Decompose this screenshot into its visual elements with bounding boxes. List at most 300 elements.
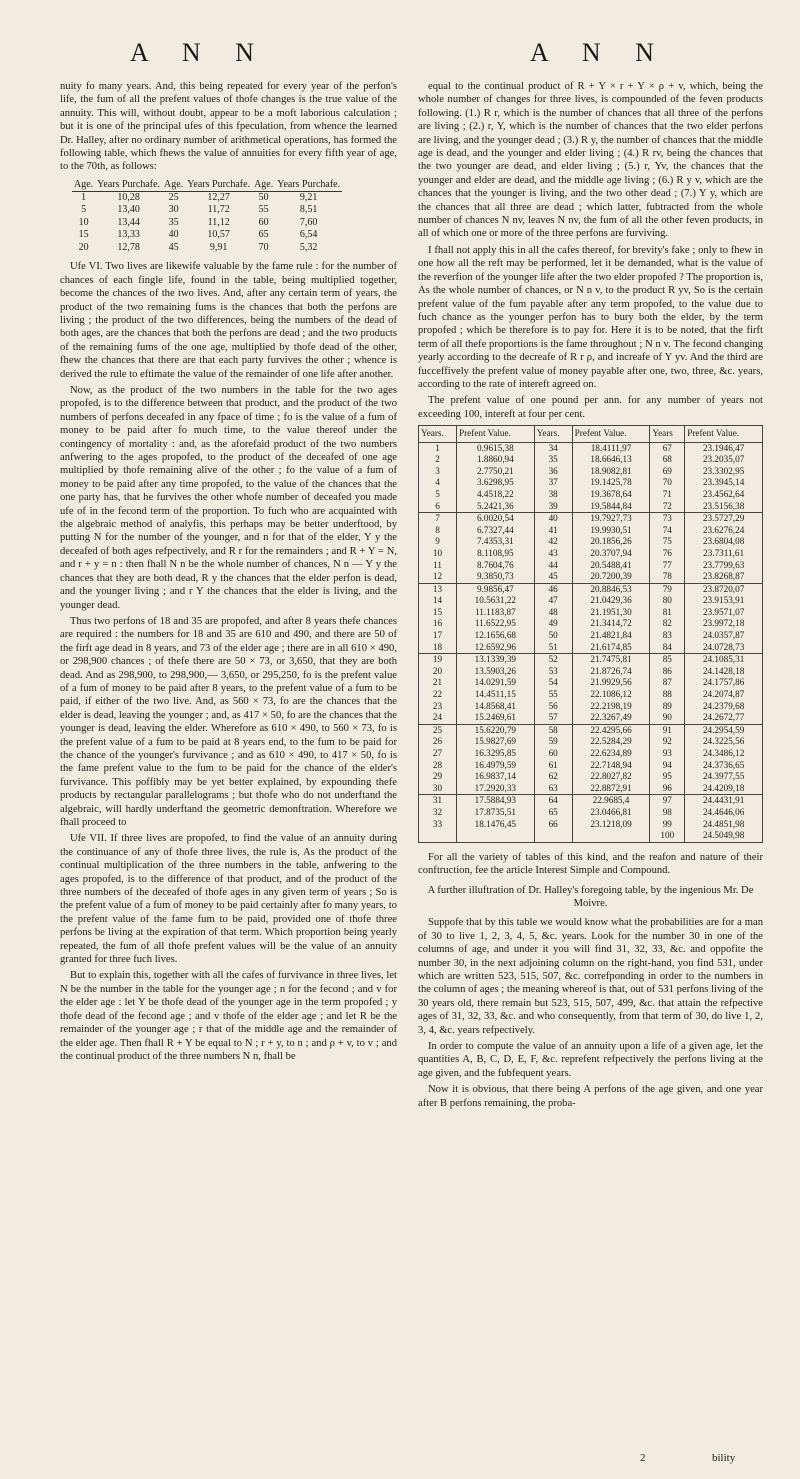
table-cell: 23.1946,47 — [685, 442, 763, 454]
table-cell: 23.1218,09 — [572, 819, 650, 831]
table-cell: 67 — [650, 442, 685, 454]
table-row — [419, 736, 763, 748]
table-cell: 1 — [81, 191, 87, 203]
table-cell: 14.8568,41 — [456, 701, 534, 713]
table-cell: 41 — [534, 525, 572, 537]
table-cell: 23.7311,61 — [685, 548, 763, 560]
table-cell: 45 — [168, 241, 179, 253]
table-row — [419, 830, 763, 842]
table-cell: 12.1656,68 — [456, 630, 534, 642]
table-cell: 54 — [534, 677, 572, 689]
left-intro: nuity fo many years. And, this being repeated for every year of the perfon's life, the fum of all the prefent values of thofe changes is the true value of the annuity. This will, without doubt, appear to be a moft laborious calculation ; but it is one of the principal ufes of this fpeculation, from whence the learned Dr. Halley, after no ordinary number of arithmetical operations, has formed the following table, which fhews the value of annuities for every fifth year of age, to the 70th, as follows: — [60, 81, 397, 173]
table-row — [419, 489, 763, 501]
table-cell: 38 — [534, 489, 572, 501]
table-cell: 73 — [650, 513, 685, 525]
table-cell: 12 — [419, 571, 457, 583]
table-cell: 23.6276,24 — [685, 525, 763, 537]
table-cell: 20 — [419, 666, 457, 678]
table-cell: 13.1339,39 — [456, 654, 534, 666]
table-cell: 23.9972,18 — [685, 618, 763, 630]
table-cell: 24.3977,55 — [685, 771, 763, 783]
table-cell: 14.0291,59 — [456, 677, 534, 689]
table-row — [419, 477, 763, 489]
table-cell: 5.2421,36 — [456, 501, 534, 513]
table-cell: 23.3945,14 — [685, 477, 763, 489]
table-cell: 74 — [650, 525, 685, 537]
table-cell — [572, 830, 650, 842]
table-cell: 1 — [419, 442, 457, 454]
table-cell: 18 — [419, 642, 457, 654]
table-cell: 2 — [419, 454, 457, 466]
table-cell: 21 — [419, 677, 457, 689]
body-paragraph: But to explain this, together with all the cafes of furvivance in three lives, let N be the number in the table for the younger age ; n for the fecond ; and v for the elder age : let Y be thofe dead of the younger age in the term propofed ; y thofe dead of the fecond age ; and v thofe of the elder age ; and let R be the remainder of the younger age ; r that of the middle age and the remainder of the elder age. Then fhall R + Y be equal to N ; r + y, to n ; and ρ + v, to v ; and the continual product of the three numbers N n, fhall be — [60, 970, 397, 1062]
table-cell: 18.9082,81 — [572, 466, 650, 478]
table-cell: 36 — [534, 466, 572, 478]
table-cell: 35 — [168, 216, 179, 228]
table-cell: 24.2074,87 — [685, 689, 763, 701]
table-row — [419, 677, 763, 689]
table-cell: 52 — [534, 654, 572, 666]
table-cell: 86 — [650, 666, 685, 678]
table-row — [419, 607, 763, 619]
table-cell: 25 — [168, 191, 179, 203]
table-header: Prefent Value. — [572, 426, 650, 442]
table-cell: 22 — [419, 689, 457, 701]
table-cell: 71 — [650, 489, 685, 501]
table-cell: 11,12 — [207, 216, 230, 228]
table-cell: 51 — [534, 642, 572, 654]
table-cell: 22.9685,4 — [572, 795, 650, 807]
table-cell: 70 — [258, 241, 269, 253]
table-cell: 48 — [534, 607, 572, 619]
table-cell: 24.1085,31 — [685, 654, 763, 666]
table-row — [419, 783, 763, 795]
table-cell: 84 — [650, 642, 685, 654]
table-cell: 24.2954,59 — [685, 724, 763, 736]
left-paragraphs — [60, 260, 397, 1063]
table-cell: 99 — [650, 819, 685, 831]
table-row — [419, 630, 763, 642]
table-header: Years Purchafe. — [277, 178, 341, 190]
table-cell: 15.6220,79 — [456, 724, 534, 736]
table-row — [419, 724, 763, 736]
table-cell: 16 — [419, 618, 457, 630]
running-head-right: A N N — [530, 38, 668, 67]
table-cell: 85 — [650, 654, 685, 666]
table-cell: 23.0466,81 — [572, 807, 650, 819]
table-header: Age. — [74, 178, 94, 190]
table-cell: 14.4511,15 — [456, 689, 534, 701]
table-cell: 17.5884,93 — [456, 795, 534, 807]
table-cell: 3.6298,95 — [456, 477, 534, 489]
table-header: Years Purchafe. — [97, 178, 161, 190]
table-cell: 24 — [419, 712, 457, 724]
table-cell: 20 — [78, 241, 89, 253]
table-cell: 16.9837,14 — [456, 771, 534, 783]
table-row — [419, 748, 763, 760]
table-cell: 3 — [419, 466, 457, 478]
table-cell: 94 — [650, 760, 685, 772]
table-cell: 70 — [650, 477, 685, 489]
table-cell: 22.5284,29 — [572, 736, 650, 748]
table-cell: 76 — [650, 548, 685, 560]
table-cell: 55 — [258, 204, 269, 216]
table-cell: 91 — [650, 724, 685, 736]
table-cell: 60 — [534, 748, 572, 760]
body-paragraph: In order to compute the value of an annuity upon a life of a given age, let the quantities A, B, C, D, E, F, &c. reprefent refpectively the perfons living at the age given, and the fubfequent years. — [418, 1041, 763, 1079]
table-cell: 24.2672,77 — [685, 712, 763, 724]
table-cell: 56 — [534, 701, 572, 713]
table-cell: 57 — [534, 712, 572, 724]
table-cell: 17.2920,33 — [456, 783, 534, 795]
table-cell: 19.7927,73 — [572, 513, 650, 525]
table-cell: 11.6522,95 — [456, 618, 534, 630]
table-cell: 9 — [419, 536, 457, 548]
table-cell: 46 — [534, 583, 572, 595]
table-header: Years. — [534, 426, 572, 442]
table-cell: 58 — [534, 724, 572, 736]
table-cell: 8 — [419, 525, 457, 537]
table-row — [72, 191, 342, 204]
table-cell: 59 — [534, 736, 572, 748]
table-cell: 23.8720,07 — [685, 583, 763, 595]
table-row — [419, 466, 763, 478]
table-row — [419, 595, 763, 607]
table-cell: 23.6804,08 — [685, 536, 763, 548]
table-row — [419, 701, 763, 713]
table-cell: 32 — [419, 807, 457, 819]
table-header: Years Purchafe. — [187, 178, 251, 190]
table-row — [419, 548, 763, 560]
table-cell: 19.1425,78 — [572, 477, 650, 489]
table-cell: 47 — [534, 595, 572, 607]
right-paragraphs — [418, 80, 763, 391]
table-cell: 78 — [650, 571, 685, 583]
table-cell: 12,27 — [207, 191, 230, 203]
table-cell: 13,40 — [117, 204, 140, 216]
table-cell: 22.8872,91 — [572, 783, 650, 795]
table-cell: 16.3295,85 — [456, 748, 534, 760]
table-cell: 18.4111,97 — [572, 442, 650, 454]
table-cell: 100 — [650, 830, 685, 842]
table-cell: 10,57 — [207, 229, 230, 241]
table-cell: 9.3850,73 — [456, 571, 534, 583]
table-cell: 9.9856,47 — [456, 583, 534, 595]
table-cell: 15 — [78, 229, 89, 241]
table-row — [72, 229, 342, 242]
table-cell: 23.4562,64 — [685, 489, 763, 501]
present-value-table — [418, 425, 763, 843]
left-column — [60, 80, 397, 1066]
table-cell: 64 — [534, 795, 572, 807]
table-header: Prefent Value. — [685, 426, 763, 442]
table-header: Age. — [164, 178, 184, 190]
table-cell: 21.3414,72 — [572, 618, 650, 630]
table-cell: 5 — [419, 489, 457, 501]
right-paragraphs-2 — [418, 916, 763, 1110]
table-cell: 2.7750,21 — [456, 466, 534, 478]
table-cell: 18.6646,13 — [572, 454, 650, 466]
table-cell: 12.6592,96 — [456, 642, 534, 654]
table-cell: 21.1951,30 — [572, 607, 650, 619]
table-cell: 8,51 — [299, 204, 318, 216]
table-cell: 83 — [650, 630, 685, 642]
table-cell: 19.5844,84 — [572, 501, 650, 513]
table-cell: 23.9153,91 — [685, 595, 763, 607]
table-cell: 95 — [650, 771, 685, 783]
table-cell: 63 — [534, 783, 572, 795]
table-row — [419, 689, 763, 701]
table-cell: 18.1476,45 — [456, 819, 534, 831]
table-row — [419, 536, 763, 548]
table-cell: 13.5903,26 — [456, 666, 534, 678]
table-cell: 15.2469,61 — [456, 712, 534, 724]
table-header: Years — [650, 426, 685, 442]
table-cell: 77 — [650, 560, 685, 572]
table-cell: 7 — [419, 513, 457, 525]
table-cell: 23 — [419, 701, 457, 713]
table-cell: 21.7475,81 — [572, 654, 650, 666]
table-cell: 81 — [650, 607, 685, 619]
table-cell: 7.4353,31 — [456, 536, 534, 548]
table-cell: 53 — [534, 666, 572, 678]
table-cell: 65 — [534, 807, 572, 819]
table-cell: 80 — [650, 595, 685, 607]
demoivre-intro: A further illuftration of Dr. Halley's foregoing table, by the ingenious Mr. De Moivre. — [427, 884, 754, 909]
running-head-left: A N N — [130, 38, 268, 67]
table-cell: 90 — [650, 712, 685, 724]
table-cell: 6 — [419, 501, 457, 513]
table-cell: 8.7604,76 — [456, 560, 534, 572]
table-cell — [534, 830, 572, 842]
table-header: Prefent Value. — [456, 426, 534, 442]
table-cell: 23.3302,95 — [685, 466, 763, 478]
table-cell: 6.0020,54 — [456, 513, 534, 525]
table-cell: 21.4821,84 — [572, 630, 650, 642]
table-cell — [456, 830, 534, 842]
table-row — [419, 819, 763, 831]
table-row — [419, 501, 763, 513]
table-cell: 24.5049,98 — [685, 830, 763, 842]
table-cell: 34 — [534, 442, 572, 454]
table-row — [419, 807, 763, 819]
table-cell: 93 — [650, 748, 685, 760]
table-cell: 87 — [650, 677, 685, 689]
signature-mark: 2 — [640, 1452, 646, 1464]
table-cell: 4.4518,22 — [456, 489, 534, 501]
table-cell: 24.0357,87 — [685, 630, 763, 642]
table-cell: 30 — [168, 204, 179, 216]
table-cell: 10.5631,22 — [456, 595, 534, 607]
table-cell: 97 — [650, 795, 685, 807]
table-cell: 20.5488,41 — [572, 560, 650, 572]
table-cell: 24.4209,18 — [685, 783, 763, 795]
table-cell: 24.3486,12 — [685, 748, 763, 760]
table-cell: 20.3707,94 — [572, 548, 650, 560]
table-cell: 13 — [419, 583, 457, 595]
table-header: Years. — [419, 426, 457, 442]
table-cell: 10 — [78, 216, 89, 228]
table-caption: The prefent value of one pound per ann. for any number of years not exceeding 100, intereft at four per cent. — [418, 395, 763, 420]
body-paragraph: Ufe VII. If three lives are propofed, to find the value of an annuity during the continuance of any of thofe three lives, the rule is, As the product of the continual multiplication of the three numbers in the table, anfwering to the ages propofed, is to the difference of that product, and of the product of the three numbers of the deceafed of thofe ages in any given term of years ; So is the prefent value of a fum of money to be paid certainly after fo many years, to the prefent value of the fame fum to be paid, provided one of thofe three perfons be living at the expiration of that term. Which proportion being yearly repeated, the fum of all thofe prefent values will be the value of an annuity granted for three fuch lives. — [60, 833, 397, 966]
table-cell: 23.5727,29 — [685, 513, 763, 525]
table-cell: 68 — [650, 454, 685, 466]
table-cell: 19 — [419, 654, 457, 666]
table-cell: 1.8860,94 — [456, 454, 534, 466]
halley-table — [72, 178, 342, 255]
table-cell: 40 — [168, 229, 179, 241]
table-cell: 24.2379,68 — [685, 701, 763, 713]
table-cell: 82 — [650, 618, 685, 630]
table-cell: 29 — [419, 771, 457, 783]
table-cell: 17.8735,51 — [456, 807, 534, 819]
table-cell: 24.4851,98 — [685, 819, 763, 831]
table-row — [419, 454, 763, 466]
table-row — [419, 560, 763, 572]
table-cell: 24.3736,65 — [685, 760, 763, 772]
table-row — [72, 204, 342, 217]
table-cell: 11 — [419, 560, 457, 572]
table-cell: 6.7327,44 — [456, 525, 534, 537]
table-cell: 24.4646,06 — [685, 807, 763, 819]
catchword: bility — [712, 1452, 736, 1464]
table-cell: 11.1183,87 — [456, 607, 534, 619]
table-cell: 21.8726,74 — [572, 666, 650, 678]
table-cell: 23.5156,38 — [685, 501, 763, 513]
table-cell: 19.3678,64 — [572, 489, 650, 501]
table-cell: 17 — [419, 630, 457, 642]
table-cell: 35 — [534, 454, 572, 466]
table-cell — [419, 830, 457, 842]
table-cell: 24.1757,86 — [685, 677, 763, 689]
table-cell: 79 — [650, 583, 685, 595]
table-cell: 23.8268,87 — [685, 571, 763, 583]
body-paragraph: Ufe VI. Two lives are likewife valuable by the fame rule : for the number of chances of each fingle life, found in the table, being multiplied together, become the chances of the two lives. And, after any certain term of years, the product of the two remaining fums is the chances that both the perfons are living ; the product of the two differences, being the numbers of the dead of both ages, are the chances that both the perfons are dead ; and the two products of the remaining fums of the one age, multiplied by thofe dead of the other, fhew the chances that there are that each party furvives the other ; whence is derived the rule to eftimate the value of the remainder of one life after another. — [60, 261, 397, 380]
table-row — [419, 442, 763, 454]
table-cell: 96 — [650, 783, 685, 795]
table-cell: 42 — [534, 536, 572, 548]
table-cell: 24.1428,18 — [685, 666, 763, 678]
table-cell: 14 — [419, 595, 457, 607]
table-cell: 10,28 — [117, 191, 140, 203]
table-cell: 16.4979,59 — [456, 760, 534, 772]
table-row — [419, 571, 763, 583]
table-cell: 24.4431,91 — [685, 795, 763, 807]
table-cell: 62 — [534, 771, 572, 783]
table-cell: 26 — [419, 736, 457, 748]
table-cell: 22.1086,12 — [572, 689, 650, 701]
table-row — [72, 242, 342, 255]
table-row — [419, 513, 763, 525]
table-row — [419, 795, 763, 807]
table-cell: 66 — [534, 819, 572, 831]
table-cell: 43 — [534, 548, 572, 560]
table-cell: 89 — [650, 701, 685, 713]
table-cell: 22.3267,49 — [572, 712, 650, 724]
table-cell: 13,33 — [117, 229, 140, 241]
table-cell: 44 — [534, 560, 572, 572]
table-row — [419, 618, 763, 630]
table-cell: 15 — [419, 607, 457, 619]
table-cell: 22.4295,66 — [572, 724, 650, 736]
table-cell: 21.0429,36 — [572, 595, 650, 607]
table-cell: 4 — [419, 477, 457, 489]
table-header: Age. — [254, 178, 274, 190]
table-cell: 7,60 — [299, 216, 318, 228]
table-row — [419, 666, 763, 678]
table-cell: 20.8846,53 — [572, 583, 650, 595]
table-cell: 13,44 — [117, 216, 140, 228]
table-cell: 60 — [258, 216, 269, 228]
table-row — [419, 583, 763, 595]
table-row — [419, 760, 763, 772]
table-cell: 88 — [650, 689, 685, 701]
body-paragraph: Now it is obvious, that there being A perfons of the age given, and one year after B perfons remaining, the proba- — [418, 1084, 763, 1109]
table-row — [419, 712, 763, 724]
table-cell: 9,21 — [299, 191, 318, 203]
table-cell: 69 — [650, 466, 685, 478]
body-paragraph: equal to the continual product of R + Y × r + Y × ρ + v, which, being the whole number of changes for three lives, is compounded of the feven products following. (1.) R r, which is the number of chances that all three of the perfons are living ; (2.) r, Y, which is the number of chances that the two elder perfons are living, and the younger dead ; (3.) R y, the number of chances that the middle age is dead, and the younger and elder living ; (4.) R rv, being the chances that the two younger are dead, and elder living ; (5.) r, Yv, the chances that the younger and elder are dead, and the middle age living ; (6.) R y v, which are the chances that the younger is living, and the two other dead ; (7.) Y y, which are the chances that all three are dead ; which latter, fubtracted from the whole number of chances N nv, leaves N nv, the fum of all the other feven products, in all of which one or more of the three perfons are furviving. — [418, 81, 763, 240]
body-paragraph: I fhall not apply this in all the cafes thereof, for brevity's fake ; only to fhew in one how all the reft may be performed, let it be demanded, what is the value of the reverfion of the younger life after the two elder propofed ? The proportion is, As the whole number of chances, or N n v, to the product R yv, So is the certain prefent value of the fum payable after any term propofed, to the value due to fuch chance as the younger perfon has to bury both the elder, by the term propofed ; which be therefore is to pay for. Here it is to be noted, that the firft term of all thefe proportions is the fame throughout ; N n v. The fecond changing yearly according to the decreafe of R r ρ, and increafe of Y yv. And the third are fucceffively the prefent value of money payable after one, two, three, &c. years, according to the rate of intereft agreed on. — [418, 244, 763, 390]
table-cell: 22.8027,82 — [572, 771, 650, 783]
table-cell: 21.6174,85 — [572, 642, 650, 654]
table-cell: 92 — [650, 736, 685, 748]
body-paragraph: Suppofe that by this table we would know what the probabilities are for a man of 30 to live 1, 2, 3, 4, 5, &c. years. Look for the number 30 in one of the columns of age, and under it you will find 31, 32, 33, &c. and oppofite the number 30, in the next adjoining column on the right-hand, you find 531, under which are written 523, 515, 507, &c. correfponding in order to the numbers in the column of ages ; the meaning whereof is that, out of 531 perfons living of the 30 years old, there remain but 523, 515, 507, 499, &c. that attain the refpective ages of 31, 32, 33, &c. and who consequently, from that term of 30, do live 1, 2, 3, 4, &c. years refpectively. — [418, 917, 763, 1036]
table-cell: 30 — [419, 783, 457, 795]
table-cell: 75 — [650, 536, 685, 548]
body-paragraph: Now, as the product of the two numbers in the table for the two ages propofed, is to the difference between that product, and the product of the two numbers of perfons deceafed in any fpace of time ; fo is the value of a fum of money to be paid after fo much time, to the value thereof under the contingency of mortality : and, as the aforefaid product of the two numbers anfwering to the ages propofed, to the product of the deceafed of one age multiplied by thofe remaining alive of the other ; fo the value of a fum of money to be paid after any time propofed, to the value of the chances that the one party has, that he furvives the other whofe number of deceafed you made ufe of in the fecond term of the proportion. To fuch who are acquainted with the algebraic method of analyfis, this perhaps may be better underftood, by putting N for the number of the younger, and n for that of the elder, Y y the deceafed of both ages refpectively, and R r for the remainders ; and R + Y = N, and r + y = n : then fhall N n be the whole number of chances, N n — Y y the chances that they are both dead, R y the chances that the elder perfon is dead, and the younger living ; and r Y the chances that the elder is living, and the younger dead. — [60, 385, 397, 611]
table-cell: 24.3225,56 — [685, 736, 763, 748]
table-cell: 98 — [650, 807, 685, 819]
table-cell: 9,91 — [209, 241, 228, 253]
table-cell: 25 — [419, 724, 457, 736]
table-cell: 20.7200,39 — [572, 571, 650, 583]
table-cell: 28 — [419, 760, 457, 772]
table-cell: 23.7799,63 — [685, 560, 763, 572]
table-cell: 72 — [650, 501, 685, 513]
table-cell: 55 — [534, 689, 572, 701]
table-cell: 50 — [258, 191, 269, 203]
table-cell: 27 — [419, 748, 457, 760]
table-cell: 23.2035,07 — [685, 454, 763, 466]
table-cell: 10 — [419, 548, 457, 560]
table-cell: 11,72 — [207, 204, 230, 216]
body-paragraph: Thus two perfons of 18 and 35 are propofed, and after 8 years thefe chances are required : the numbers for 18 and 35 are 610 and 490, and there are 50 of the firft age dead in 8 years, and 73 of the elder age ; there are in all 610 × 490, or 298,900 chances ; of thefe there are 50 × 73, or 3,650, that they are both dead. And as 298,900, to 298,900,— 3,650, or 295,250, fo is the prefent value of a fum of money to be paid after 8 years, to the prefent value of a fum to be paid, if either of the two live. And, as 560 × 73, fo are the chances that the elder is dead, leaving the younger ; and, as 417 × 50, fo are the chances that the younger is dead, leaving the elder. Wherefore as 610 × 490, to 560 × 73, fo is the prefent value of a fum to be paid at 8 years end, to the fum to be paid for the chance of the younger's furvivance ; and as 610 × 490, to 417 × 50, fo is the fame prefent value to the fum to be paid for the chance of the elder's furvivance. This poffibly may be yet better explained, by expounding thefe products by rectangular parallelograms ; but thofe who do not underftand the algebraic, will hardly underftand the geometric demonftration. Wherefore we fhall proceed to — [60, 615, 397, 828]
table-row — [419, 771, 763, 783]
table-cell: 37 — [534, 477, 572, 489]
table-cell: 21.9929,56 — [572, 677, 650, 689]
table-row — [419, 654, 763, 666]
table-cell: 12,78 — [117, 241, 140, 253]
table-cell: 31 — [419, 795, 457, 807]
table-cell: 50 — [534, 630, 572, 642]
table-row — [72, 217, 342, 230]
table-cell: 22.2198,19 — [572, 701, 650, 713]
table-cell: 5,32 — [299, 241, 318, 253]
table-cell: 23.9571,07 — [685, 607, 763, 619]
table-cell: 15.9827,69 — [456, 736, 534, 748]
table-cell: 61 — [534, 760, 572, 772]
table-cell: 24.0728,73 — [685, 642, 763, 654]
table-cell: 22.7148,94 — [572, 760, 650, 772]
table-cell: 40 — [534, 513, 572, 525]
table-cell: 45 — [534, 571, 572, 583]
table-row — [419, 525, 763, 537]
table-row — [419, 642, 763, 654]
table-cell: 8.1108,95 — [456, 548, 534, 560]
right-column — [418, 80, 763, 1113]
table-cell: 22.6234,89 — [572, 748, 650, 760]
